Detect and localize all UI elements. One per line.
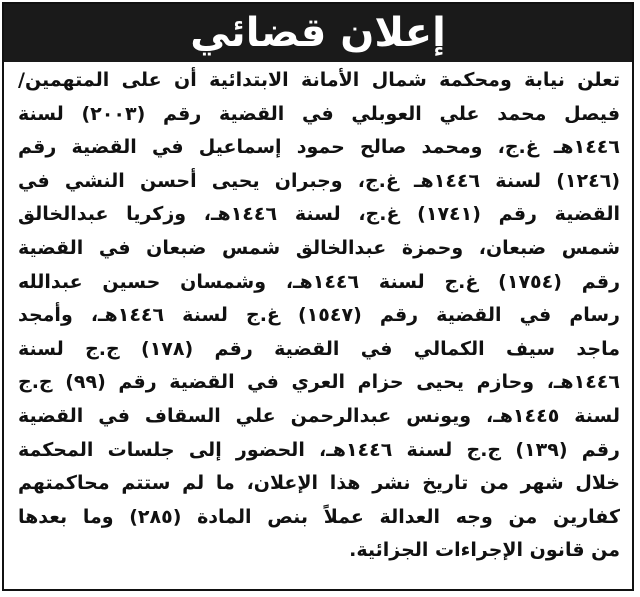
notice-line: تعلن نيابة ومحكمة شمال الأمانة الابتدائية أن على المتهمين/ [18, 69, 620, 91]
notice-line: خلال شهر من تاريخ نشر هذا الإعلان، ما لم ستتم محاكمتهم [18, 472, 620, 495]
notice-line: القضية رقم (١٧٤١) غ.ج، لسنة ١٤٤٦هـ، وزكريا عبدالخالق [18, 203, 620, 226]
notice-line: كفارين من وجه العدالة عملاً بنص المادة (٢٨٥) وما بعدها [18, 505, 620, 528]
notice-line: (١٢٤٦) لسنة ١٤٤٦هـ غ.ج، وجبران يحيى أحسن النشي في [18, 169, 620, 192]
notice-line: رسام في القضية رقم (١٥٤٧) غ.ج لسنة ١٤٤٦هـ، وأمجد [18, 304, 620, 327]
notice-line: ١٤٤٦هـ، وحازم يحيى حزام العري في القضية رقم (٩٩) ج.ج [18, 371, 620, 394]
notice-line: ماجد سيف الكمالي في القضية رقم (١٧٨) ج.ج لسنة [18, 337, 620, 360]
judicial-notice [2, 2, 634, 591]
notice-line-final: من قانون الإجراءات الجزائية. [349, 539, 620, 562]
title-bar [4, 4, 632, 62]
notice-line: رقم (١٧٥٤) غ.ج لسنة ١٤٤٦هـ، وشمسان حسين عبدالله [18, 270, 620, 293]
notice-body [18, 64, 620, 568]
notice-line: شمس ضبعان، وحمزة عبدالخالق شمس ضبعان في القضية [18, 236, 620, 259]
notice-line: لسنة ١٤٤٥هـ، ويونس عبدالرحمن علي السقاف في القضية [18, 404, 620, 427]
notice-line: فيصل محمد علي العوبلي في القضية رقم (٢٠٠٣) لسنة [18, 102, 620, 125]
notice-line: رقم (١٣٩) ج.ج لسنة ١٤٤٦هـ، الحضور إلى جلسات المحكمة [18, 438, 620, 461]
notice-line: ١٤٤٦هـ غ.ج، ومحمد صالح حمود إسماعيل في القضية رقم [18, 136, 620, 159]
notice-title: إعلان قضائي [190, 10, 446, 56]
